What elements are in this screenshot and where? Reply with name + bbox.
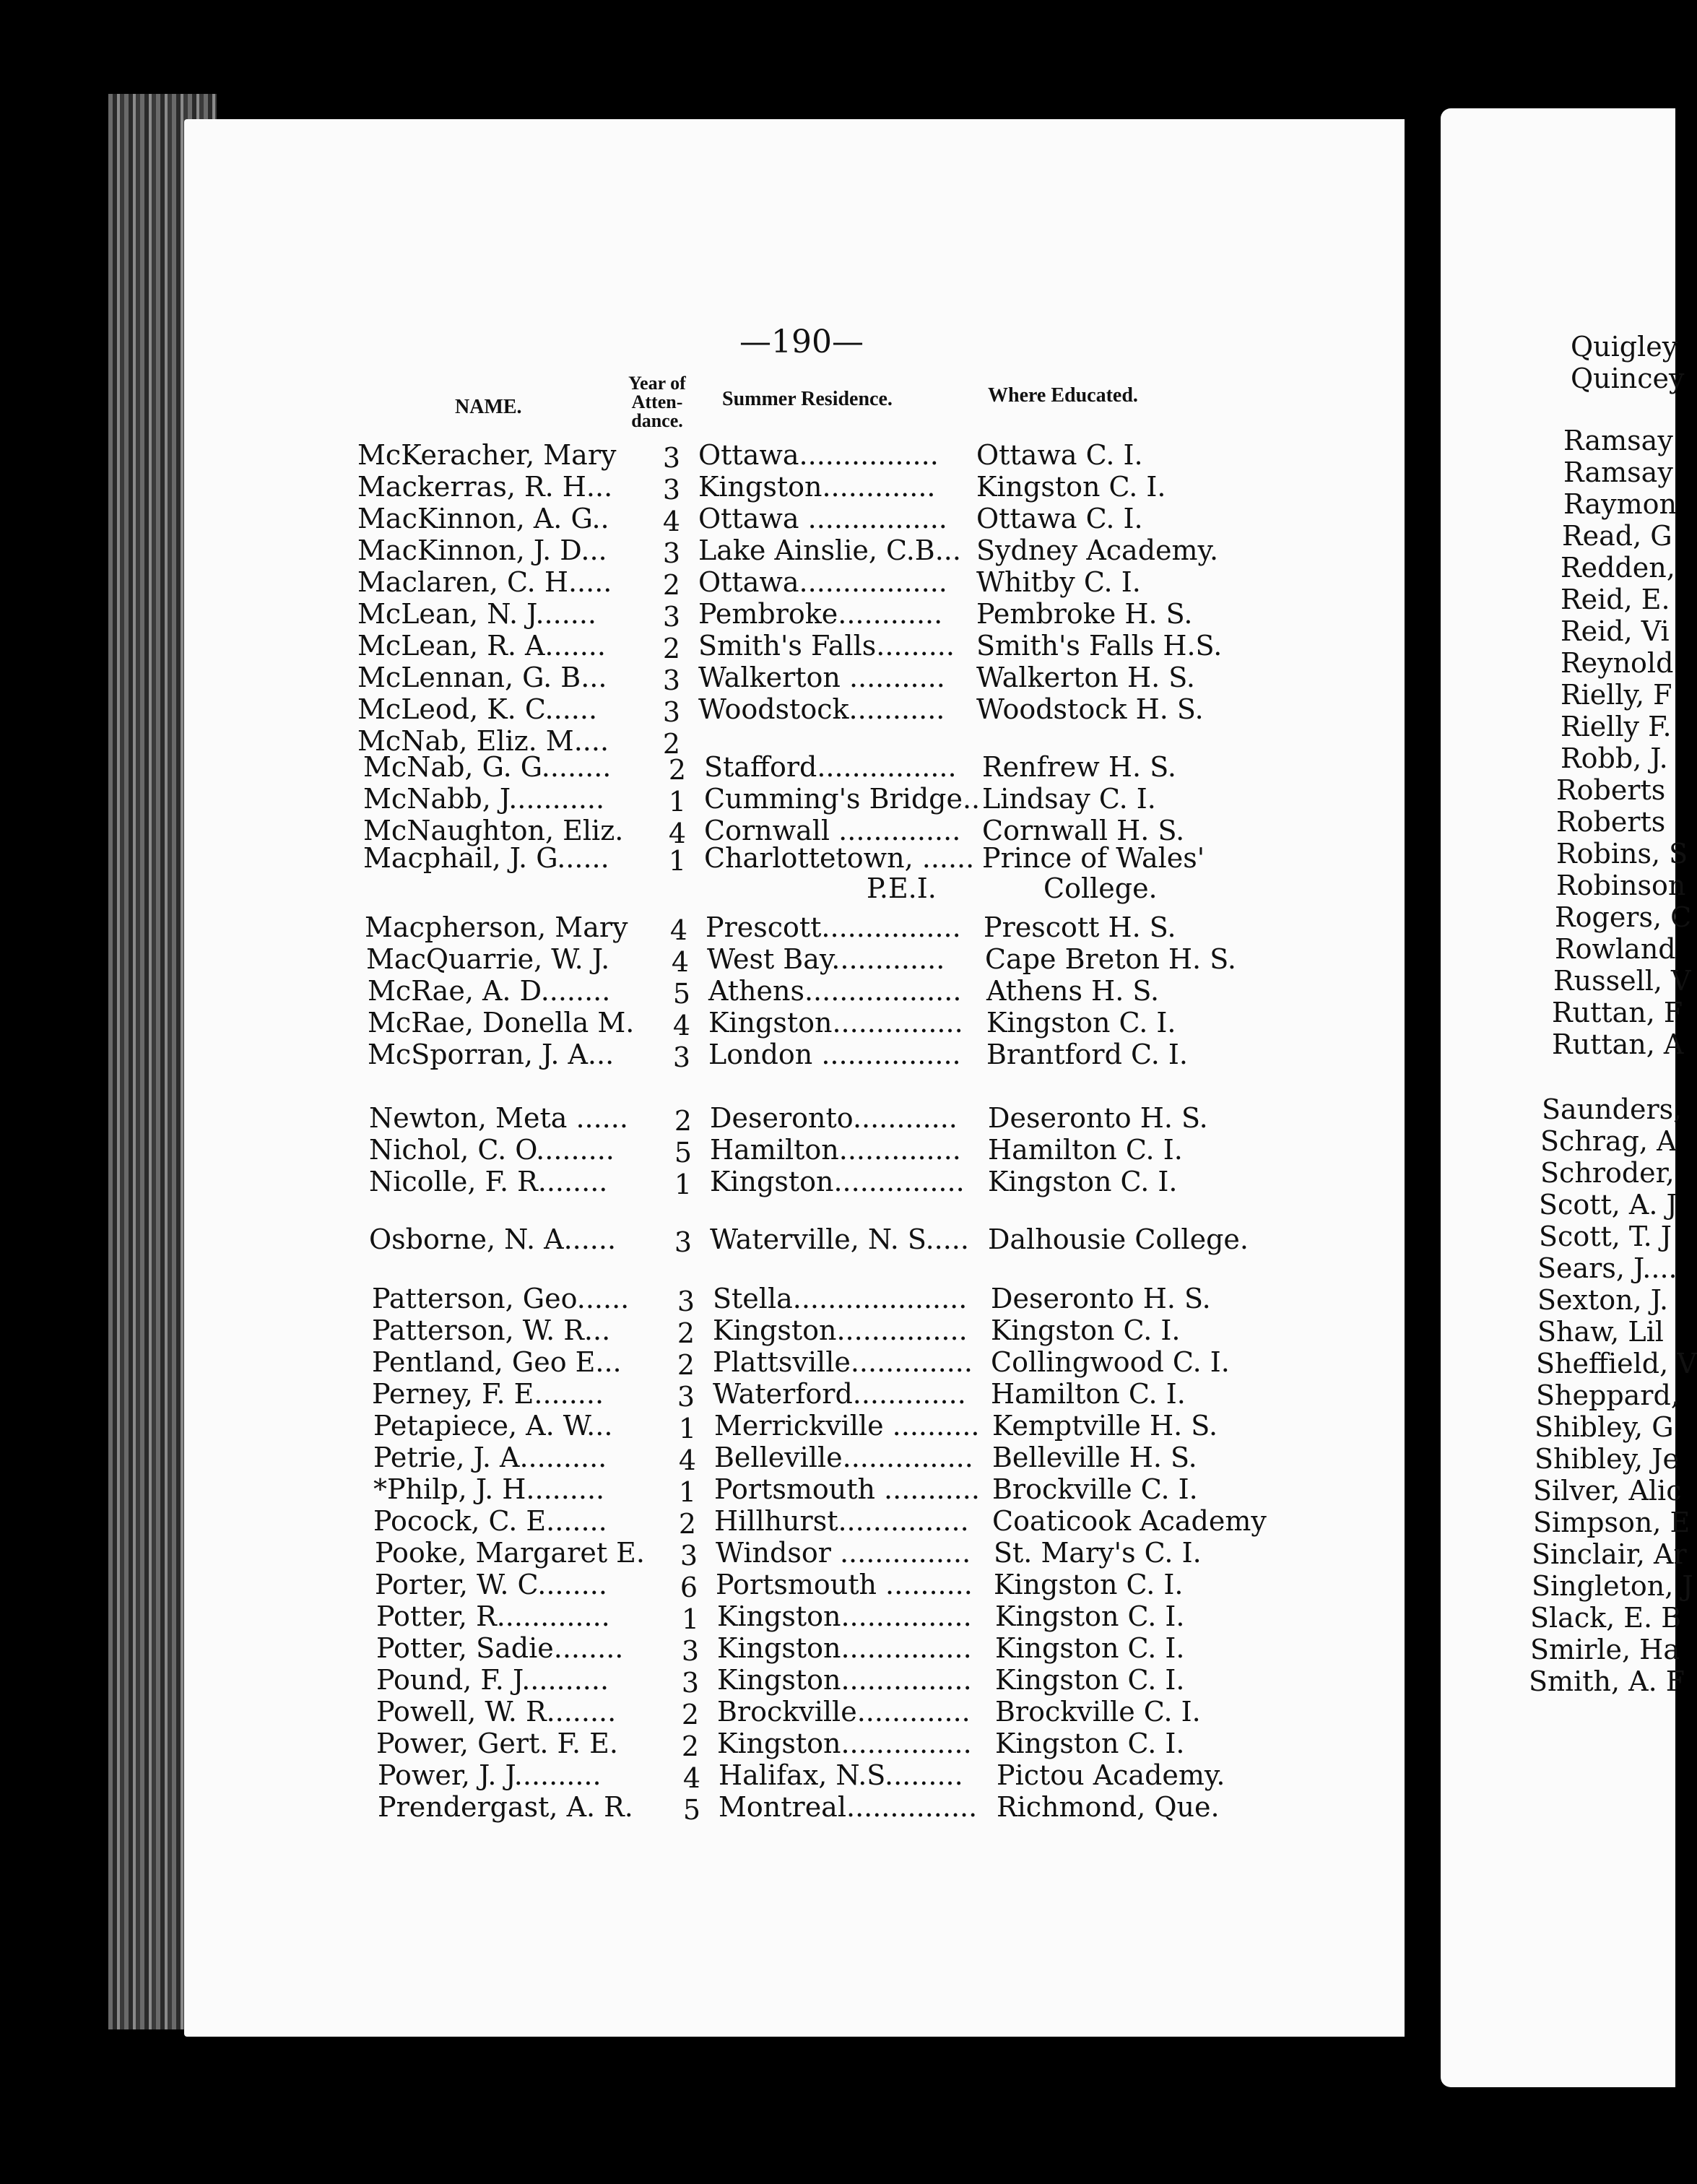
row-year: 4 xyxy=(671,946,690,978)
row-year: 2 xyxy=(662,633,681,664)
right-page-name: Scott, T. J xyxy=(1539,1221,1672,1252)
row-name: McRae, A. D........ xyxy=(368,975,611,1007)
right-page-name: Quincey xyxy=(1571,363,1685,394)
continuation-educated: College. xyxy=(1043,872,1158,904)
row-residence: Pembroke............ xyxy=(698,598,943,630)
row-educated: Pictou Academy. xyxy=(997,1759,1225,1791)
row-educated: Richmond, Que. xyxy=(997,1791,1220,1823)
row-residence: Kingston............. xyxy=(698,471,936,503)
table-row xyxy=(14,1314,1278,1349)
table-row xyxy=(19,1728,1282,1762)
table-row xyxy=(16,1442,1280,1476)
row-residence: Brockville............. xyxy=(717,1696,971,1728)
row-residence: Lake Ainslie, C.B... xyxy=(698,534,961,566)
row-residence: Waterford............. xyxy=(713,1378,966,1410)
table-row xyxy=(9,943,1272,978)
right-page-name: Rowland xyxy=(1555,933,1676,965)
right-page xyxy=(1441,108,1697,2087)
row-educated: Kingston C. I. xyxy=(995,1728,1185,1759)
row-year: 2 xyxy=(678,1508,697,1540)
row-residence: Athens.................. xyxy=(708,975,962,1007)
row-educated: St. Mary's C. I. xyxy=(994,1537,1202,1569)
right-page-name: Ramsay xyxy=(1563,425,1673,456)
row-year: 1 xyxy=(668,845,687,877)
right-page-name: Read, G xyxy=(1562,520,1672,552)
row-residence: Halifax, N.S......... xyxy=(719,1759,963,1791)
row-residence: Kingston............... xyxy=(717,1632,972,1664)
row-educated: Hamilton C. I. xyxy=(991,1378,1186,1410)
row-year: 1 xyxy=(681,1603,700,1635)
row-year: 3 xyxy=(681,1667,700,1699)
row-year: 3 xyxy=(662,474,681,506)
row-name: Potter, Sadie........ xyxy=(376,1632,624,1664)
row-year: 6 xyxy=(680,1572,698,1603)
row-year: 3 xyxy=(674,1226,693,1258)
row-name: Petapiece, A. W... xyxy=(373,1410,613,1442)
row-name: Nichol, C. O......... xyxy=(369,1134,615,1166)
row-name: McLean, R. A....... xyxy=(357,630,606,662)
row-year: 2 xyxy=(677,1349,695,1381)
table-row xyxy=(0,662,1264,696)
row-residence: Waterville, N. S..... xyxy=(710,1223,969,1255)
table-row xyxy=(19,1664,1282,1699)
row-residence: Hillhurst............... xyxy=(714,1505,969,1537)
right-page-name: Robins, S xyxy=(1556,838,1688,870)
right-page-name: Simpson, E xyxy=(1533,1507,1691,1538)
row-name: *Philp, J. H......... xyxy=(373,1473,605,1505)
row-educated: Walkerton H. S. xyxy=(976,662,1195,693)
right-page-name: Shibley, Je xyxy=(1535,1443,1679,1475)
row-year: 5 xyxy=(674,1137,693,1169)
row-residence: Cumming's Bridge.. xyxy=(704,783,981,815)
row-residence: Woodstock........... xyxy=(698,693,945,725)
row-name: Patterson, W. R... xyxy=(372,1314,611,1346)
row-residence: Windsor ............... xyxy=(716,1537,971,1569)
row-residence: Ottawa................. xyxy=(698,566,947,598)
table-row xyxy=(19,1600,1282,1635)
table-row xyxy=(0,534,1264,569)
row-year: 2 xyxy=(681,1730,700,1762)
right-page-name: Shibley, G xyxy=(1535,1411,1674,1443)
table-row xyxy=(10,1007,1274,1041)
table-row xyxy=(7,911,1271,946)
row-name: Pound, F. J.......... xyxy=(376,1664,609,1696)
row-name: McLennan, G. B... xyxy=(357,662,607,693)
row-year: 3 xyxy=(672,1041,691,1073)
right-page-name: Ruttan, F xyxy=(1552,997,1683,1028)
row-educated: Pembroke H. S. xyxy=(976,598,1193,630)
row-name: MacKinnon, A. G.. xyxy=(357,503,609,534)
row-name: McNab, Eliz. M.... xyxy=(357,725,609,757)
right-page-name: Redden, xyxy=(1561,552,1675,584)
table-row xyxy=(14,1378,1278,1413)
table-row xyxy=(0,503,1264,537)
row-educated: Kingston C. I. xyxy=(995,1600,1185,1632)
row-residence: West Bay............. xyxy=(707,943,945,975)
row-year: 4 xyxy=(662,506,681,537)
row-year: 2 xyxy=(662,569,681,601)
row-year: 2 xyxy=(668,754,687,786)
row-name: Mackerras, R. H... xyxy=(357,471,613,503)
row-residence: Portsmouth .......... xyxy=(716,1569,973,1600)
row-name: Powell, W. R........ xyxy=(376,1696,617,1728)
row-residence: Stella.................... xyxy=(713,1283,968,1314)
row-name: McNaughton, Eliz. xyxy=(363,815,624,846)
row-residence: Ottawa................ xyxy=(698,439,939,471)
table-row xyxy=(10,1039,1274,1073)
row-year: 3 xyxy=(677,1286,695,1317)
table-row xyxy=(20,1791,1284,1826)
row-educated: Prince of Wales' xyxy=(982,842,1205,874)
row-year: 4 xyxy=(669,914,688,946)
row-educated: Athens H. S. xyxy=(986,975,1160,1007)
row-educated: Kingston C. I. xyxy=(991,1314,1181,1346)
row-residence: Walkerton ........... xyxy=(698,662,945,693)
row-name: Petrie, J. A.......... xyxy=(373,1442,607,1473)
row-residence: Ottawa ................ xyxy=(698,503,947,534)
row-name: Nicolle, F. R........ xyxy=(369,1166,608,1197)
table-row xyxy=(6,751,1270,786)
right-page-name: Sinclair, Ar xyxy=(1532,1538,1687,1570)
row-educated: Hamilton C. I. xyxy=(988,1134,1183,1166)
row-residence: Merrickville .......... xyxy=(714,1410,980,1442)
row-name: Newton, Meta ...... xyxy=(369,1102,628,1134)
row-residence: London ................ xyxy=(708,1039,961,1070)
table-row xyxy=(19,1632,1282,1667)
table-row xyxy=(0,566,1264,601)
row-residence: Belleville............... xyxy=(714,1442,973,1473)
row-residence: Kingston............... xyxy=(710,1166,965,1197)
right-page-name: Sexton, J. xyxy=(1537,1284,1669,1316)
table-row xyxy=(14,1346,1278,1381)
table-row xyxy=(14,1283,1278,1317)
table-row xyxy=(17,1537,1281,1572)
row-educated: Smith's Falls H.S. xyxy=(976,630,1223,662)
table-row xyxy=(16,1473,1280,1508)
table-row xyxy=(12,1134,1275,1169)
row-residence: Kingston............... xyxy=(708,1007,963,1039)
row-name: MacKinnon, J. D... xyxy=(357,534,607,566)
row-year: 1 xyxy=(674,1169,693,1200)
row-educated: Kingston C. I. xyxy=(976,471,1166,503)
right-page-name: Robinson xyxy=(1556,870,1686,901)
row-name: MacQuarrie, W. J. xyxy=(366,943,610,975)
right-page-name: Smith, A. F xyxy=(1529,1665,1685,1697)
table-row xyxy=(16,1505,1280,1540)
row-residence: Kingston............... xyxy=(717,1728,972,1759)
row-educated: Deseronto H. S. xyxy=(991,1283,1211,1314)
row-name: McLeod, K. C...... xyxy=(357,693,598,725)
row-educated: Renfrew H. S. xyxy=(982,751,1176,783)
right-page-name: Rogers, C xyxy=(1555,901,1692,933)
row-residence: Kingston............... xyxy=(717,1664,972,1696)
row-name: McNab, G. G........ xyxy=(363,751,612,783)
row-educated: Belleville H. S. xyxy=(992,1442,1197,1473)
right-page-name: Ramsay xyxy=(1563,456,1673,488)
row-year: 3 xyxy=(662,537,681,569)
right-page-name: Schroder, xyxy=(1540,1157,1675,1189)
table-row xyxy=(0,439,1264,474)
row-year: 2 xyxy=(674,1105,693,1137)
row-educated: Dalhousie College. xyxy=(988,1223,1249,1255)
row-year: 1 xyxy=(668,786,687,818)
row-educated: Lindsay C. I. xyxy=(982,783,1156,815)
row-year: 2 xyxy=(662,728,681,760)
right-page-name: Reid, E. xyxy=(1561,584,1670,615)
right-page-name: Smirle, Ha xyxy=(1530,1634,1680,1665)
row-educated: Kingston C. I. xyxy=(994,1569,1184,1600)
row-residence: Deseronto............ xyxy=(710,1102,958,1134)
continuation-residence: P.E.I. xyxy=(867,872,937,904)
right-page-name: Scott, A. J xyxy=(1539,1189,1678,1221)
row-educated: Kingston C. I. xyxy=(986,1007,1176,1039)
header-name: NAME. xyxy=(455,396,522,418)
right-page-name: Slack, E. B xyxy=(1530,1602,1682,1634)
row-year: 3 xyxy=(680,1540,698,1572)
right-page-name: Sheffield, V xyxy=(1536,1348,1697,1379)
row-residence: Cornwall .............. xyxy=(704,815,961,846)
right-page-name: Reynold xyxy=(1561,647,1674,679)
row-year: 4 xyxy=(672,1010,691,1041)
row-year: 3 xyxy=(662,664,681,696)
row-name: Pocock, C. E....... xyxy=(373,1505,607,1537)
table-row xyxy=(12,1223,1275,1258)
row-name: Prendergast, A. R. xyxy=(378,1791,633,1823)
row-residence: Stafford................ xyxy=(704,751,957,783)
row-year: 4 xyxy=(668,818,687,849)
right-page-name: Ruttan, A xyxy=(1552,1028,1684,1060)
row-name: Pooke, Margaret E. xyxy=(375,1537,645,1569)
header-where-educated: Where Educated. xyxy=(988,384,1138,407)
row-educated: Kingston C. I. xyxy=(988,1166,1178,1197)
right-page-name: Shaw, Lil xyxy=(1537,1316,1664,1348)
row-educated: Ottawa C. I. xyxy=(976,439,1143,471)
table-row xyxy=(0,630,1264,664)
row-name: McNabb, J........... xyxy=(363,783,605,815)
row-educated: Kingston C. I. xyxy=(995,1632,1185,1664)
right-page-name: Sheppard, xyxy=(1536,1379,1680,1411)
table-row xyxy=(17,1569,1281,1603)
row-year: 4 xyxy=(682,1762,701,1794)
row-residence: Kingston............... xyxy=(713,1314,968,1346)
row-name: Macphail, J. G...... xyxy=(363,842,609,874)
row-educated: Deseronto H. S. xyxy=(988,1102,1208,1134)
row-residence: Hamilton.............. xyxy=(710,1134,961,1166)
row-name: Maclaren, C. H..... xyxy=(357,566,612,598)
row-name: Porter, W. C........ xyxy=(375,1569,607,1600)
table-row xyxy=(6,783,1270,818)
row-educated: Prescott H. S. xyxy=(984,911,1176,943)
right-page-name: Rielly F. xyxy=(1561,711,1672,742)
row-name: Perney, F. E........ xyxy=(372,1378,604,1410)
right-page-name: Robb, J. xyxy=(1561,742,1668,774)
table-row xyxy=(12,1166,1275,1200)
table-row xyxy=(19,1696,1282,1730)
right-page-name: Schrag, A xyxy=(1540,1125,1677,1157)
row-residence: Smith's Falls......... xyxy=(698,630,955,662)
row-residence: Plattsville.............. xyxy=(713,1346,973,1378)
row-educated: Brantford C. I. xyxy=(986,1039,1188,1070)
row-year: 4 xyxy=(678,1444,697,1476)
row-year: 5 xyxy=(682,1794,701,1826)
row-year: 3 xyxy=(662,442,681,474)
row-educated: Brockville C. I. xyxy=(995,1696,1201,1728)
row-year: 1 xyxy=(678,1476,697,1508)
row-name: McRae, Donella M. xyxy=(368,1007,635,1039)
row-residence: Montreal............... xyxy=(719,1791,978,1823)
row-name: Macpherson, Mary xyxy=(365,911,628,943)
row-year: 3 xyxy=(677,1381,695,1413)
row-educated: Coaticook Academy xyxy=(992,1505,1267,1537)
table-row xyxy=(6,842,1270,877)
table-row xyxy=(0,693,1264,728)
row-educated: Brockville C. I. xyxy=(992,1473,1198,1505)
row-year: 1 xyxy=(678,1413,697,1444)
row-residence: Portsmouth ........... xyxy=(714,1473,980,1505)
row-educated: Cape Breton H. S. xyxy=(985,943,1236,975)
row-year: 3 xyxy=(662,601,681,633)
row-year: 3 xyxy=(681,1635,700,1667)
right-page-name: Russell, V xyxy=(1553,965,1691,997)
right-page-name: Rielly, F xyxy=(1561,679,1672,711)
row-name: McSporran, J. A... xyxy=(368,1039,615,1070)
row-residence: Charlottetown, ...... xyxy=(704,842,975,874)
row-name: Pentland, Geo E... xyxy=(372,1346,622,1378)
header-year-of-attendance: Year of Atten- dance. xyxy=(628,373,686,431)
row-educated: Whitby C. I. xyxy=(976,566,1141,598)
book-gutter xyxy=(1405,94,1444,2044)
right-page-name: Saunders, xyxy=(1542,1093,1683,1125)
table-row xyxy=(0,598,1264,633)
right-page-name: Raymon xyxy=(1563,488,1677,520)
right-page-name: Sears, J.... xyxy=(1537,1252,1678,1284)
row-name: McLean, N. J....... xyxy=(357,598,597,630)
row-name: McKeracher, Mary xyxy=(357,439,617,471)
row-name: Patterson, Geo...... xyxy=(372,1283,630,1314)
table-row xyxy=(12,1102,1275,1137)
right-page-name: Roberts xyxy=(1556,774,1666,806)
row-educated: Kemptville H. S. xyxy=(992,1410,1218,1442)
row-year: 2 xyxy=(677,1317,695,1349)
row-educated: Kingston C. I. xyxy=(995,1664,1185,1696)
row-educated: Cornwall H. S. xyxy=(982,815,1185,846)
row-residence: Kingston............... xyxy=(717,1600,972,1632)
right-page-name: Singleton, J xyxy=(1532,1570,1693,1602)
right-page-name: Quigley xyxy=(1571,331,1678,363)
table-row xyxy=(0,471,1264,506)
row-year: 2 xyxy=(681,1699,700,1730)
row-educated: Collingwood C. I. xyxy=(991,1346,1230,1378)
page-number: —190— xyxy=(739,324,864,360)
table-row xyxy=(20,1759,1284,1794)
row-name: Power, J. J.......... xyxy=(378,1759,602,1791)
row-name: Osborne, N. A...... xyxy=(369,1223,617,1255)
row-educated: Woodstock H. S. xyxy=(976,693,1204,725)
row-residence: Prescott................ xyxy=(706,911,961,943)
table-row xyxy=(16,1410,1280,1444)
right-page-name: Reid, Vi xyxy=(1561,615,1670,647)
right-page-name: Roberts xyxy=(1556,806,1666,838)
row-educated: Sydney Academy. xyxy=(976,534,1219,566)
table-row xyxy=(10,975,1274,1010)
row-name: Potter, R............. xyxy=(376,1600,610,1632)
row-year: 3 xyxy=(662,696,681,728)
right-page-name: Silver, Alic xyxy=(1533,1475,1682,1507)
header-summer-residence: Summer Residence. xyxy=(722,388,893,410)
row-name: Power, Gert. F. E. xyxy=(376,1728,618,1759)
row-year: 5 xyxy=(672,978,691,1010)
row-educated: Ottawa C. I. xyxy=(976,503,1143,534)
